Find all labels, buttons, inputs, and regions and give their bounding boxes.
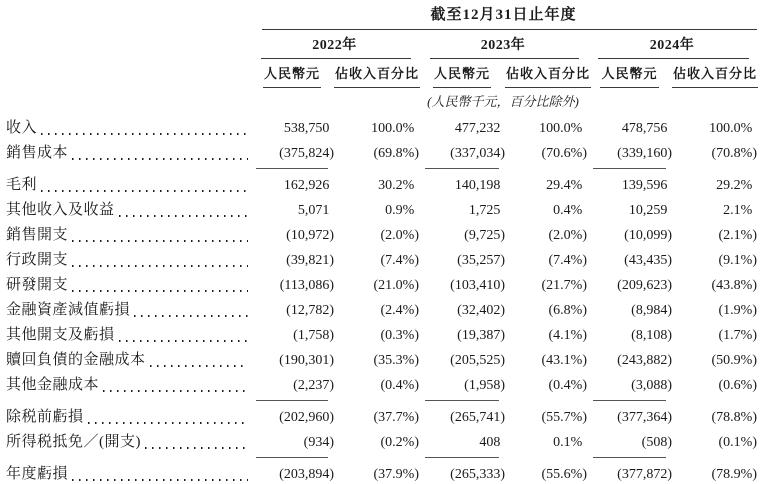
row-label-cell: [0, 248, 250, 273]
rmb-value: 538,750: [283, 121, 330, 136]
row-label: 贖回負債的金融成本: [6, 352, 146, 368]
year-label: 2023年: [480, 38, 526, 53]
table-row: [0, 298, 762, 323]
pct-of-revenue-value: (2.0%): [548, 228, 587, 243]
row-label-cell: [0, 223, 250, 248]
dot-leader: [72, 479, 248, 481]
column-header-pct: [505, 59, 591, 88]
rmb-value: (337,034): [450, 146, 505, 161]
dot-leader: [134, 315, 248, 317]
row-label: 所得税抵免／(開支): [6, 434, 141, 450]
dot-leader: [72, 265, 248, 267]
rmb-value: (8,108): [631, 328, 672, 343]
pct-of-revenue-value: (78.8%): [711, 410, 757, 425]
dot-leader: [41, 133, 248, 135]
pct-of-revenue-value: 0.9%: [385, 203, 415, 218]
pct-of-revenue-value: (69.8%): [373, 146, 419, 161]
rmb-value: (265,741): [450, 410, 505, 425]
dot-leader: [72, 158, 248, 160]
column-header-label: 佔收入百分比: [334, 66, 420, 88]
column-header-pct: [334, 59, 419, 88]
rmb-value: (2,237): [293, 378, 334, 393]
pct-of-revenue-value: 100.0%: [539, 121, 583, 136]
single-rule: [256, 400, 328, 401]
table-body: [0, 116, 762, 484]
single-rule: [593, 168, 666, 169]
table-row: [0, 373, 762, 398]
table-row: [0, 323, 762, 348]
table-row: [0, 141, 762, 166]
pct-of-revenue-value: (0.1%): [718, 435, 757, 450]
rmb-value: 162,926: [283, 178, 330, 193]
row-label-cell: [0, 298, 250, 323]
rmb-value: 408: [479, 435, 501, 450]
dot-leader: [88, 422, 248, 424]
table-row: [0, 462, 762, 484]
rmb-value: (190,301): [279, 353, 334, 368]
pct-of-revenue-value: (50.9%): [711, 353, 757, 368]
pct-of-revenue-value: (78.9%): [711, 467, 757, 482]
column-header-label: 人民幣元: [600, 66, 658, 88]
row-label-cell: [0, 373, 250, 398]
pct-of-revenue-value: (0.6%): [718, 378, 757, 393]
row-label: 其他開支及虧損: [6, 327, 115, 343]
row-label-cell: [0, 323, 250, 348]
separator-row: [0, 455, 762, 462]
pct-of-revenue-value: (21.7%): [541, 278, 587, 293]
row-label: 其他金融成本: [6, 377, 100, 393]
pct-of-revenue-value: (0.2%): [380, 435, 419, 450]
table-row: [0, 405, 762, 430]
row-label: 行政開支: [6, 252, 69, 268]
rmb-value: (1,758): [293, 328, 334, 343]
rmb-value: (377,364): [617, 410, 672, 425]
rmb-value: 10,259: [628, 203, 668, 218]
row-label-cell: [0, 141, 250, 166]
rmb-value: 477,232: [454, 121, 501, 136]
column-header-rmb: [250, 59, 334, 88]
row-label-cell: [0, 273, 250, 298]
single-rule: [593, 400, 666, 401]
table-row: [0, 248, 762, 273]
rmb-value: (12,782): [286, 303, 334, 318]
single-rule: [425, 457, 499, 458]
rmb-value: (19,387): [457, 328, 505, 343]
pct-of-revenue-value: 29.2%: [716, 178, 753, 193]
table-row: [0, 430, 762, 455]
column-header-rmb: [419, 59, 505, 88]
column-header-pct: [672, 59, 757, 88]
rmb-value: (9,725): [464, 228, 505, 243]
pct-of-revenue-value: (70.6%): [541, 146, 587, 161]
column-header-label: 佔收入百分比: [505, 66, 591, 88]
column-header-rmb: [587, 59, 672, 88]
rmb-value: (508): [641, 435, 672, 450]
year-group-2024: [587, 30, 757, 59]
pct-of-revenue-value: (37.7%): [373, 410, 419, 425]
rmb-value: (35,257): [457, 253, 505, 268]
separator-row: [0, 166, 762, 173]
rmb-value: (1,958): [464, 378, 505, 393]
row-label: 其他收入及收益: [6, 202, 115, 218]
rmb-value: (202,960): [279, 410, 334, 425]
rmb-value: (3,088): [631, 378, 672, 393]
rmb-value: (39,821): [286, 253, 334, 268]
row-label: 銷售開支: [6, 227, 69, 243]
pct-of-revenue-value: (43.8%): [711, 278, 757, 293]
pct-of-revenue-value: (0.4%): [548, 378, 587, 393]
pct-of-revenue-value: (35.3%): [373, 353, 419, 368]
rmb-value: (43,435): [624, 253, 672, 268]
row-label: 收入: [6, 120, 38, 136]
pct-of-revenue-value: (7.4%): [380, 253, 419, 268]
rmb-value: 1,725: [468, 203, 501, 218]
pct-of-revenue-value: (4.1%): [548, 328, 587, 343]
pct-of-revenue-value: (2.4%): [380, 303, 419, 318]
rmb-value: 5,071: [297, 203, 330, 218]
rmb-value: (375,824): [279, 146, 334, 161]
dot-leader: [72, 290, 248, 292]
table-row: [0, 273, 762, 298]
rmb-value: (8,984): [631, 303, 672, 318]
rmb-value: (32,402): [457, 303, 505, 318]
pct-of-revenue-value: 30.2%: [378, 178, 415, 193]
pct-of-revenue-value: 100.0%: [371, 121, 415, 136]
pct-of-revenue-value: (2.1%): [718, 228, 757, 243]
rmb-value: (265,333): [450, 467, 505, 482]
rmb-value: (205,525): [450, 353, 505, 368]
row-label-cell: [0, 462, 250, 484]
year-label: 2022年: [312, 38, 357, 53]
rmb-value: 139,596: [621, 178, 668, 193]
year-group-2022: [250, 30, 419, 59]
rmb-value: (10,099): [624, 228, 672, 243]
dot-leader: [150, 365, 248, 367]
row-label: 銷售成本: [6, 145, 69, 161]
table-row: [0, 348, 762, 373]
pct-of-revenue-value: (1.7%): [718, 328, 757, 343]
table-row: [0, 173, 762, 198]
pct-of-revenue-value: 0.4%: [553, 203, 583, 218]
row-label: 研發開支: [6, 277, 69, 293]
pct-of-revenue-value: (9.1%): [718, 253, 757, 268]
row-label-cell: [0, 430, 250, 455]
table-header: [0, 0, 762, 109]
pct-of-revenue-value: (55.6%): [541, 467, 587, 482]
single-rule: [593, 457, 666, 458]
rmb-value: (243,882): [617, 353, 672, 368]
column-header-label: 人民幣元: [263, 66, 321, 88]
pct-of-revenue-value: (37.9%): [373, 467, 419, 482]
single-rule: [256, 168, 328, 169]
dot-leader: [103, 390, 248, 392]
pct-of-revenue-value: (7.4%): [548, 253, 587, 268]
rmb-value: (203,894): [279, 467, 334, 482]
rmb-value: (209,623): [617, 278, 672, 293]
dot-leader: [41, 190, 248, 192]
row-label: 金融資產減值虧損: [6, 302, 131, 318]
rmb-value: (103,410): [450, 278, 505, 293]
row-label: 毛利: [6, 177, 38, 193]
dot-leader: [145, 447, 248, 449]
pct-of-revenue-value: 2.1%: [723, 203, 753, 218]
pct-of-revenue-value: 100.0%: [709, 121, 753, 136]
pct-of-revenue-value: (1.9%): [718, 303, 757, 318]
pct-of-revenue-value: 29.4%: [546, 178, 583, 193]
row-label-cell: [0, 405, 250, 430]
pct-of-revenue-value: (0.4%): [380, 378, 419, 393]
column-header-label: 佔收入百分比: [672, 66, 758, 88]
single-rule: [425, 400, 499, 401]
rmb-value: (113,086): [279, 278, 334, 293]
column-header-label: 人民幣元: [433, 66, 491, 88]
row-label-cell: [0, 116, 250, 141]
rmb-value: (10,972): [286, 228, 334, 243]
pct-of-revenue-value: (43.1%): [541, 353, 587, 368]
rmb-value: 140,198: [454, 178, 501, 193]
single-rule: [425, 168, 499, 169]
table-row: [0, 223, 762, 248]
dot-leader: [119, 340, 248, 342]
rmb-value: 478,756: [621, 121, 668, 136]
row-label: 年度虧損: [6, 466, 69, 482]
pct-of-revenue-value: (70.8%): [711, 146, 757, 161]
year-group-2023: [419, 30, 587, 59]
dot-leader: [72, 240, 248, 242]
rmb-value: (934): [303, 435, 334, 450]
rmb-value: (377,872): [617, 467, 672, 482]
row-label-cell: [0, 198, 250, 223]
row-label: 除税前虧損: [6, 409, 84, 425]
table-row: [0, 116, 762, 141]
units-note: (人民幣千元，百分比除外): [427, 94, 579, 109]
row-label-cell: [0, 173, 250, 198]
pct-of-revenue-value: 0.1%: [553, 435, 583, 450]
separator-row: [0, 398, 762, 405]
dot-leader: [119, 215, 248, 217]
year-label: 2024年: [649, 38, 695, 53]
period-title: 截至12月31日止年度: [430, 7, 577, 23]
pct-of-revenue-value: (55.7%): [541, 410, 587, 425]
pct-of-revenue-value: (6.8%): [548, 303, 587, 318]
row-label-cell: [0, 348, 250, 373]
table-row: [0, 198, 762, 223]
single-rule: [256, 457, 328, 458]
pct-of-revenue-value: (21.0%): [373, 278, 419, 293]
pct-of-revenue-value: (0.3%): [380, 328, 419, 343]
rmb-value: (339,160): [617, 146, 672, 161]
pct-of-revenue-value: (2.0%): [380, 228, 419, 243]
